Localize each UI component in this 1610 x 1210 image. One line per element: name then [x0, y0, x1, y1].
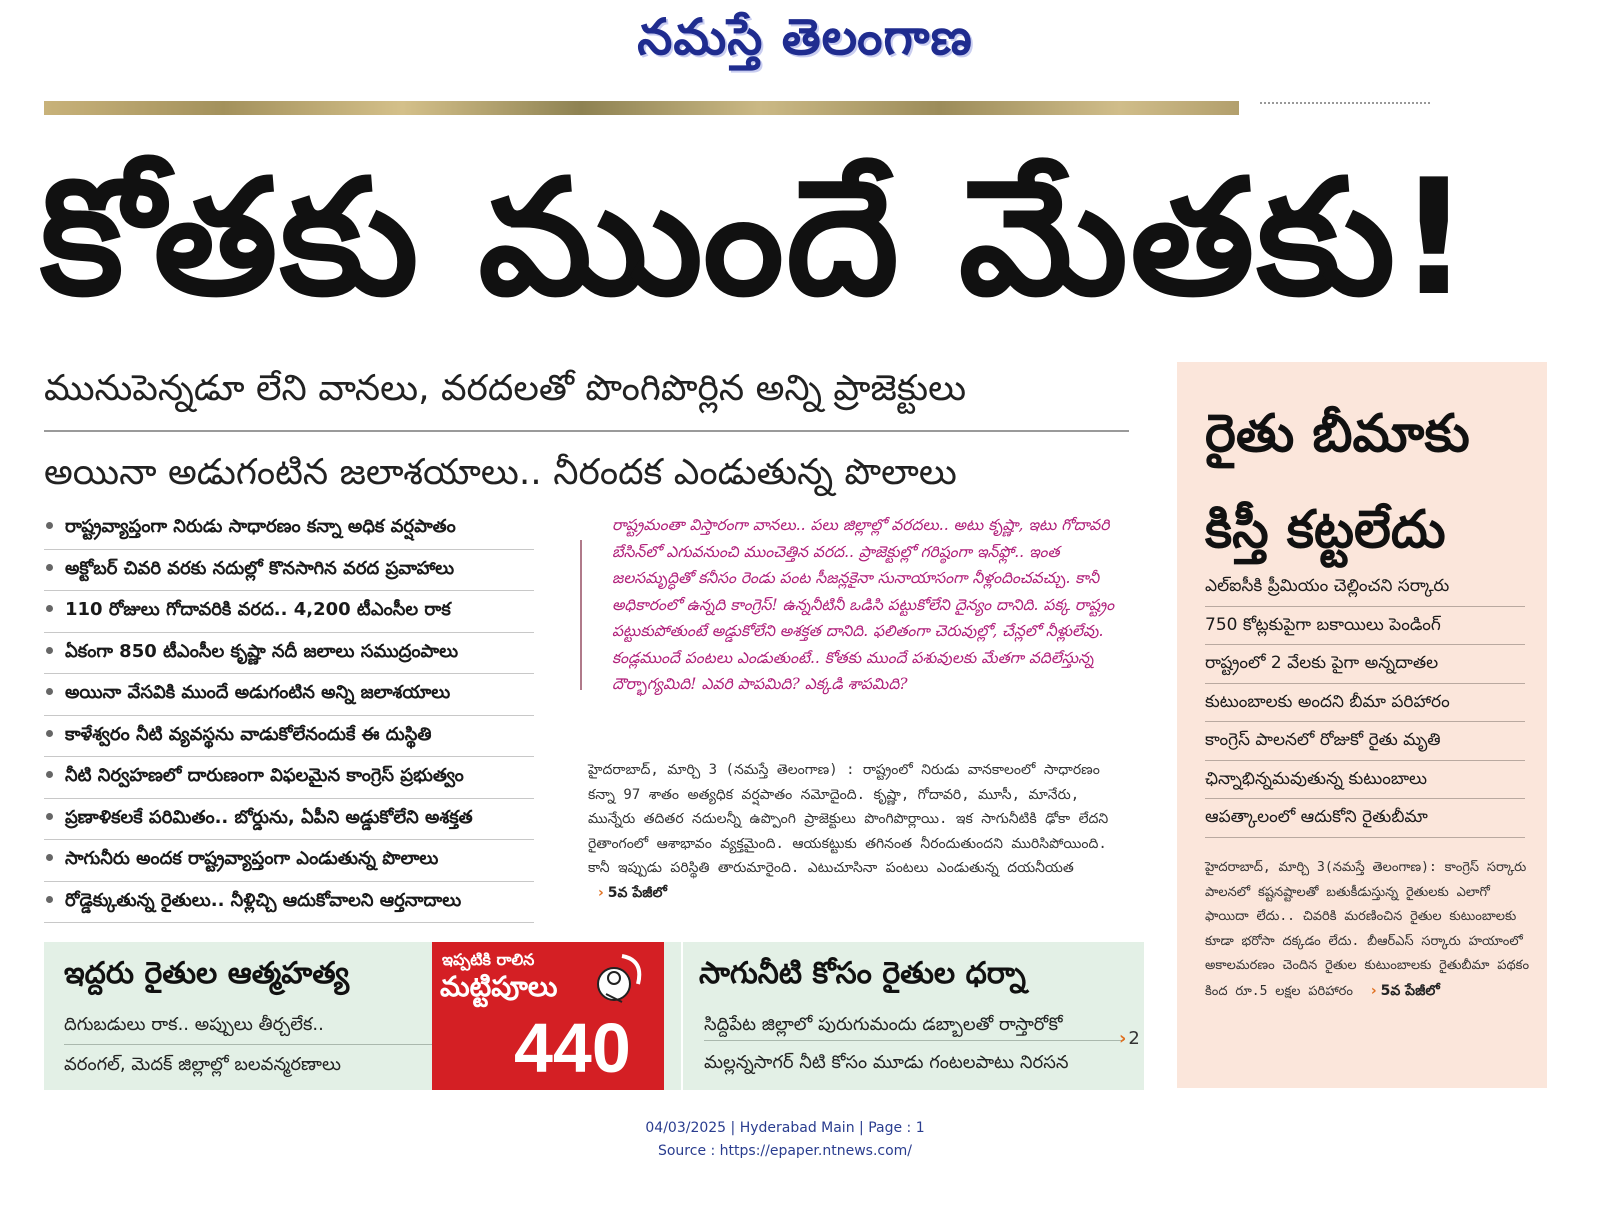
- key-point: ప్రణాళికలకే పరిమితం.. బోర్డును, ఏపీని అడ్డుకోలేని అశక్తత: [44, 799, 534, 841]
- masthead-logo: నమస్తే తెలంగాణ: [637, 8, 973, 66]
- bullet-icon: [46, 771, 53, 778]
- footer-source[interactable]: Source : https://epaper.ntnews.com/: [657, 1143, 913, 1159]
- key-point: సాగునీరు అందక రాష్ట్రవ్యాప్తంగా ఎండుతున్న పొలాలు: [44, 840, 534, 882]
- key-point: కాళేశ్వరం నీటి వ్యవస్థను వాడుకోలేనందుకే ఈ దుస్థితి: [44, 716, 534, 758]
- dharna-story-divider: [704, 1040, 1124, 1041]
- bullet-icon: [46, 647, 53, 654]
- bullet-icon: [46, 564, 53, 571]
- sidebar-point: కాంగ్రెస్ పాలనలో రోజుకో రైతు మృతి: [1205, 722, 1525, 761]
- top-photo-strip: [44, 101, 1239, 115]
- key-point: 110 రోజులు గోదావరికి వరద.. 4,200 టీఎంసీల రాక: [44, 591, 534, 633]
- bullet-icon: [46, 854, 53, 861]
- sidebar-continued-link[interactable]: › 5వ పేజీలో: [1370, 982, 1440, 999]
- sidebar-point: రాష్ట్రంలో 2 వేలకు పైగా అన్నదాతల: [1205, 645, 1525, 684]
- key-point: నీటి నిర్వహణలో దారుణంగా విఫలమైన కాంగ్రెస్ ప్రభుత్వం: [44, 757, 534, 799]
- sidebar-point: కుటుంబాలకు అందని బీమా పరిహారం: [1205, 684, 1525, 723]
- sidebar-points: [1205, 568, 1525, 838]
- sidebar-point: ఎల్ఐసీకి ప్రీమియం చెల్లించని సర్కారు: [1205, 568, 1525, 607]
- farmer-deaths-counter: [432, 942, 664, 1090]
- sidebar-point: 750 కోట్లకుపైగా బకాయిలు పెండింగ్: [1205, 607, 1525, 646]
- key-point: అయినా వేసవికి ముందే అడుగంటిన అన్ని జలాశయాలు: [44, 674, 534, 716]
- lede-rule: [580, 540, 582, 690]
- suicide-story-headline: ఇద్దరు రైతుల ఆత్మహత్య: [64, 956, 350, 991]
- cropped-caption-fragment: [1260, 100, 1430, 104]
- dharna-story-line-1: సిద్దిపేట జిల్లాలో పురుగుమందు డబ్బాలతో రాస్తారోకో: [704, 1014, 1063, 1035]
- page-footer: [0, 1117, 1570, 1163]
- article-body: [588, 758, 1134, 905]
- bottom-box-separator: [681, 942, 683, 1090]
- chevron-right-icon: ›: [1119, 1028, 1127, 1049]
- suicide-story-divider: [64, 1044, 449, 1045]
- chevron-right-icon: ›: [598, 884, 604, 901]
- bullet-icon: [46, 688, 53, 695]
- key-point: రాష్ట్రవ్యాప్తంగా నిరుడు సాధారణం కన్నా అధిక వర్షపాతం: [44, 508, 534, 550]
- subhead-2: అయినా అడుగంటిన జలాశయాలు.. నీరందక ఎండుతున్న పొలాలు: [44, 452, 957, 493]
- suicide-story-line-2: వరంగల్, మెదక్ జిల్లాల్లో బలవన్మరణాలు: [64, 1054, 341, 1075]
- footer-edition-info: 04/03/2025 | Hyderabad Main | Page : 1: [645, 1120, 925, 1136]
- sidebar-story: [1177, 362, 1547, 1088]
- sidebar-body-text: హైదరాబాద్, మార్చి 3(నమస్తే తెలంగాణ): కాంగ్రెస్ సర్కారు పాలనలో కష్టనష్టాలతో బతుకీడుస్తున్న రైతులకు ఎలాగో ఫాయిదా లేదు.. చివరికి మరణించిన రైతుల కుటుంబాలకు కూడా భరోసా దక్కడం లేదు. బీఆర్ఎస్ సర్కారు హయాంలో అకాలమరణం చెందిన రైతుల కుటుంబాలకు రైతుబీమా పథకం కింద రూ.5 లక్షల పరిహారం: [1205, 860, 1530, 999]
- main-headline: కోతకు ముందే మేతకు!: [40, 144, 1473, 331]
- death-count: 440: [514, 1009, 631, 1087]
- sidebar-point: ఛిన్నాభిన్నమవుతున్న కుటుంబాలు: [1205, 761, 1525, 800]
- counter-label-main: మట్టిపూలు: [440, 970, 558, 1003]
- sidebar-body: [1205, 856, 1535, 1004]
- bullet-icon: [46, 730, 53, 737]
- key-point: ఏకంగా 850 టీఎంసీల కృష్ణా నదీ జలాలు సముద్రంపాలు: [44, 633, 534, 675]
- chevron-right-icon: ›: [1370, 982, 1377, 999]
- sidebar-point: ఆపత్కాలంలో ఆదుకోని రైతుబీమా: [1205, 799, 1525, 838]
- bullet-icon: [46, 813, 53, 820]
- subhead-1: మునుపెన్నడూ లేని వానలు, వరదలతో పొంగిపొర్లిన అన్ని ప్రాజెక్టులు: [44, 368, 967, 409]
- bullet-icon: [46, 896, 53, 903]
- sidebar-headline: రైతు బీమాకు కిస్తీ కట్టలేదు: [1205, 404, 1470, 560]
- subhead-divider: [44, 430, 1129, 432]
- article-body-text: హైదరాబాద్, మార్చి 3 (నమస్తే తెలంగాణ) : రాష్ట్రంలో నిరుడు వానకాలంలో సాధారణం కన్నా 97 శాతం అత్యధిక వర్షపాతం నమోదైంది. కృష్ణా, గోదావరి, మూసీ, మానేరు, మున్నేరు తదితర నదులన్నీ ఉప్పొంగి ప్రాజెక్టులు పొంగిపొర్లాయి. ఇక సాగునీటికి ఢోకా లేదని రైతాంగంలో ఆశాభావం వ్యక్తమైంది. ఆయకట్టుకు తగినంత నీరందుతుందని మురిసిపోయింది. కానీ ఇప్పుడు పరిస్థితి తారుమారైంది. ఎటుచూసినా పంటలు ఎండుతున్న దయనీయత: [588, 762, 1109, 876]
- key-point: అక్టోబర్ చివరి వరకు నదుల్లో కొనసాగిన వరద ప్రవాహాలు: [44, 550, 534, 592]
- key-points-list: [44, 508, 534, 923]
- key-point: రోడ్డెక్కుతున్న రైతులు.. నీళ్లిచ్చి ఆదుకోవాలని ఆర్తనాదాలు: [44, 882, 534, 924]
- dharna-story-line-2: మల్లన్నసాగర్ నీటి కోసం మూడు గంటలపాటు నిరసన: [704, 1052, 1069, 1073]
- dharna-story-page-ref[interactable]: › 2: [1119, 1028, 1140, 1049]
- bullet-icon: [46, 522, 53, 529]
- article-lede: రాష్ట్రమంతా విస్తారంగా వానలు.. పలు జిల్లాల్లో వరదలు.. అటు కృష్ణా, ఇటు గోదావరి బేసిన్‌లో ఎగువనుంచి ముంచెత్తిన వరద.. ప్రాజెక్టుల్లో గరిష్ఠంగా ఇన్‌ఫ్లో.. ఇంత జలసమృద్ధితో కనీసం రెండు పంట సీజన్లకైనా సునాయాసంగా నీళ్లందించవచ్చు. కానీ అధికారంలో ఉన్నది కాంగ్రెస్! ఉన్ననీటినీ ఒడిసి పట్టుకోలేని దైన్యం దానిది. పక్క రాష్ట్రం పట్టుకుపోతుంటే అడ్డుకోలేని అశక్తత దానిది. ఫలితంగా చెరువుల్లో, చేన్లలో నీళ్లులేవు. కండ్లముందే పంటలు ఎండుతుంటే.. కోతకు ముందే పశువులకు మేతగా వదిలేస్తున్న దౌర్భాగ్యమిది! ఎవరి పాపమిది? ఎక్కడి శాపమిది?: [612, 516, 1115, 693]
- dharna-story-headline: సాగునీటి కోసం రైతుల ధర్నా: [699, 956, 1026, 991]
- continued-link[interactable]: › 5వ పేజీలో: [598, 884, 667, 901]
- bullet-icon: [46, 605, 53, 612]
- farmer-sickle-icon: [592, 950, 648, 1010]
- suicide-story-line-1: దిగుబడులు రాక.. అప్పులు తీర్చలేక..: [64, 1014, 324, 1035]
- counter-label-top: ఇప్పటికి రాలిన: [442, 950, 535, 969]
